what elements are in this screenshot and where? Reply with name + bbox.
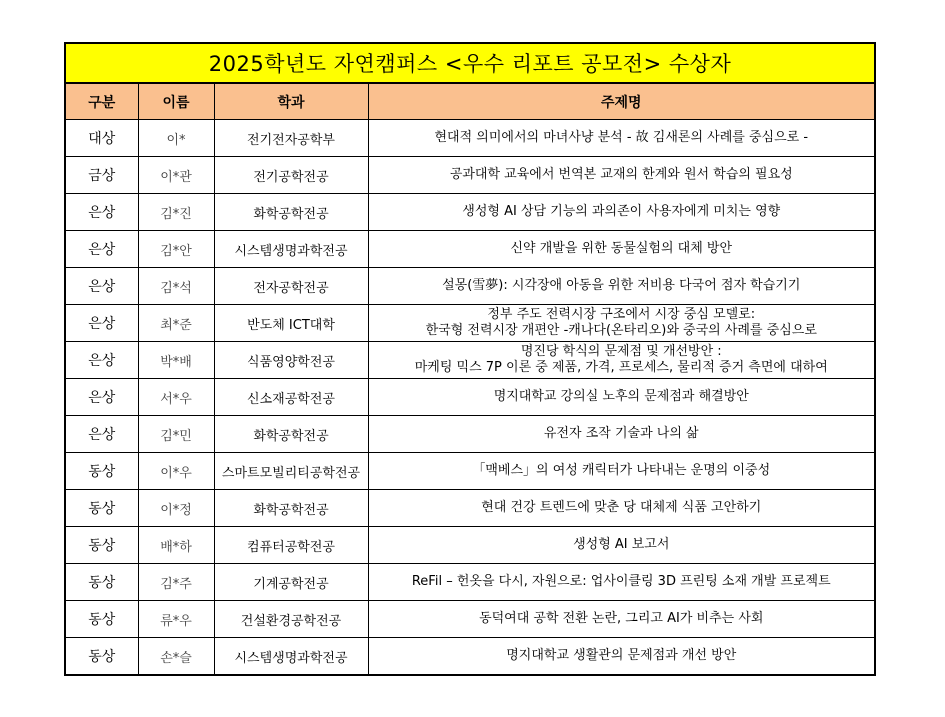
table-row <box>65 231 875 268</box>
header-name: 이름 <box>138 83 214 120</box>
topic-line: 「맥베스」의 여성 캐릭터가 나타내는 운명의 이중성 <box>472 463 771 478</box>
student-name-cell: 김*진 <box>138 194 214 231</box>
topic-line: 명지대학교 생활관의 문제점과 개선 방안 <box>506 648 737 663</box>
header-department: 학과 <box>214 83 368 120</box>
topic-cell <box>368 638 875 676</box>
topic-cell <box>368 490 875 527</box>
table-row <box>65 601 875 638</box>
department-cell: 화학공학전공 <box>214 416 368 453</box>
topic-line: 현대적 의미에서의 마녀사냥 분석 - 故 김새론의 사례를 중심으로 - <box>434 130 809 145</box>
topic-line: 마케팅 믹스 7P 이론 중 제품, 가격, 프로세스, 물리적 증거 측면에 대하여 <box>414 360 828 375</box>
topic-cell <box>368 601 875 638</box>
table-row <box>65 157 875 194</box>
department-cell: 건설환경공학전공 <box>214 601 368 638</box>
topic-line: 유전자 조작 기술과 나의 삶 <box>543 426 699 441</box>
table-row <box>65 638 875 676</box>
department-cell: 화학공학전공 <box>214 490 368 527</box>
table-title: 2025학년도 자연캠퍼스 <우수 리포트 공모전> 수상자 <box>65 43 875 83</box>
table-row <box>65 416 875 453</box>
student-name-cell: 김*민 <box>138 416 214 453</box>
topic-cell <box>368 564 875 601</box>
award-grade-cell: 동상 <box>65 453 138 490</box>
award-grade-cell: 은상 <box>65 194 138 231</box>
student-name-cell: 김*주 <box>138 564 214 601</box>
topic-cell <box>368 305 875 342</box>
student-name-cell: 김*안 <box>138 231 214 268</box>
award-grade-cell: 은상 <box>65 379 138 416</box>
table-row <box>65 305 875 342</box>
award-grade-cell: 은상 <box>65 416 138 453</box>
table-row <box>65 453 875 490</box>
award-grade-cell: 은상 <box>65 231 138 268</box>
topic-line: 명지대학교 강의실 노후의 문제점과 해결방안 <box>493 389 749 404</box>
department-cell: 컴퓨터공학전공 <box>214 527 368 564</box>
award-grade-cell: 금상 <box>65 157 138 194</box>
awards-table <box>64 42 876 676</box>
topic-line: 명진당 학식의 문제점 및 개선방안 : <box>520 344 722 359</box>
table-row <box>65 268 875 305</box>
award-grade-cell: 동상 <box>65 490 138 527</box>
student-name-cell: 류*우 <box>138 601 214 638</box>
table-row <box>65 527 875 564</box>
award-grade-cell: 은상 <box>65 268 138 305</box>
header-grade: 구분 <box>65 83 138 120</box>
department-cell: 시스템생명과학전공 <box>214 638 368 676</box>
department-cell: 화학공학전공 <box>214 194 368 231</box>
department-cell: 신소재공학전공 <box>214 379 368 416</box>
department-cell: 시스템생명과학전공 <box>214 231 368 268</box>
topic-line: ReFil – 헌옷을 다시, 자원으로: 업사이클링 3D 프린팅 소재 개발 프로젝트 <box>411 574 831 589</box>
student-name-cell: 이*정 <box>138 490 214 527</box>
department-cell: 반도체 ICT대학 <box>214 305 368 342</box>
topic-cell <box>368 342 875 379</box>
topic-cell <box>368 231 875 268</box>
topic-line: 설몽(雪夢): 시각장애 아동을 위한 저비용 다국어 점자 학습기기 <box>442 278 801 293</box>
topic-cell <box>368 379 875 416</box>
award-grade-cell: 동상 <box>65 564 138 601</box>
topic-line: 한국형 전력시장 개편안 -캐나다(온타리오)와 중국의 사례를 중심으로 <box>425 323 817 338</box>
award-grade-cell: 대상 <box>65 120 138 157</box>
table-row <box>65 120 875 157</box>
topic-cell <box>368 120 875 157</box>
header-topic: 주제명 <box>368 83 875 120</box>
topic-line: 정부 주도 전력시장 구조에서 시장 중심 모델로: <box>487 307 756 322</box>
student-name-cell: 박*배 <box>138 342 214 379</box>
department-cell: 기계공학전공 <box>214 564 368 601</box>
topic-cell <box>368 453 875 490</box>
topic-line: 생성형 AI 상담 기능의 과의존이 사용자에게 미치는 영향 <box>462 204 781 219</box>
award-grade-cell: 은상 <box>65 342 138 379</box>
department-cell: 스마트모빌리티공학전공 <box>214 453 368 490</box>
student-name-cell: 배*하 <box>138 527 214 564</box>
title-row <box>65 43 875 83</box>
table-row <box>65 194 875 231</box>
student-name-cell: 김*석 <box>138 268 214 305</box>
table-row <box>65 490 875 527</box>
department-cell: 전기공학전공 <box>214 157 368 194</box>
topic-line: 동덕여대 공학 전환 논란, 그리고 AI가 비추는 사회 <box>479 611 764 626</box>
topic-line: 공과대학 교육에서 번역본 교재의 한계와 원서 학습의 필요성 <box>449 167 793 182</box>
department-cell: 식품영양학전공 <box>214 342 368 379</box>
table-row <box>65 342 875 379</box>
award-grade-cell: 은상 <box>65 305 138 342</box>
topic-cell <box>368 268 875 305</box>
topic-cell <box>368 416 875 453</box>
student-name-cell: 이*우 <box>138 453 214 490</box>
department-cell: 전기전자공학부 <box>214 120 368 157</box>
topic-cell <box>368 527 875 564</box>
table-row <box>65 379 875 416</box>
student-name-cell: 이* <box>138 120 214 157</box>
student-name-cell: 서*우 <box>138 379 214 416</box>
header-row <box>65 83 875 120</box>
topic-cell <box>368 194 875 231</box>
topic-line: 현대 건강 트렌드에 맞춘 당 대체제 식품 고안하기 <box>481 500 762 515</box>
topic-line: 신약 개발을 위한 동물실험의 대체 방안 <box>510 241 733 256</box>
student-name-cell: 이*관 <box>138 157 214 194</box>
award-grade-cell: 동상 <box>65 527 138 564</box>
student-name-cell: 최*준 <box>138 305 214 342</box>
award-grade-cell: 동상 <box>65 638 138 676</box>
award-grade-cell: 동상 <box>65 601 138 638</box>
table-row <box>65 564 875 601</box>
student-name-cell: 손*슬 <box>138 638 214 676</box>
department-cell: 전자공학전공 <box>214 268 368 305</box>
topic-line: 생성형 AI 보고서 <box>573 537 670 552</box>
topic-cell <box>368 157 875 194</box>
